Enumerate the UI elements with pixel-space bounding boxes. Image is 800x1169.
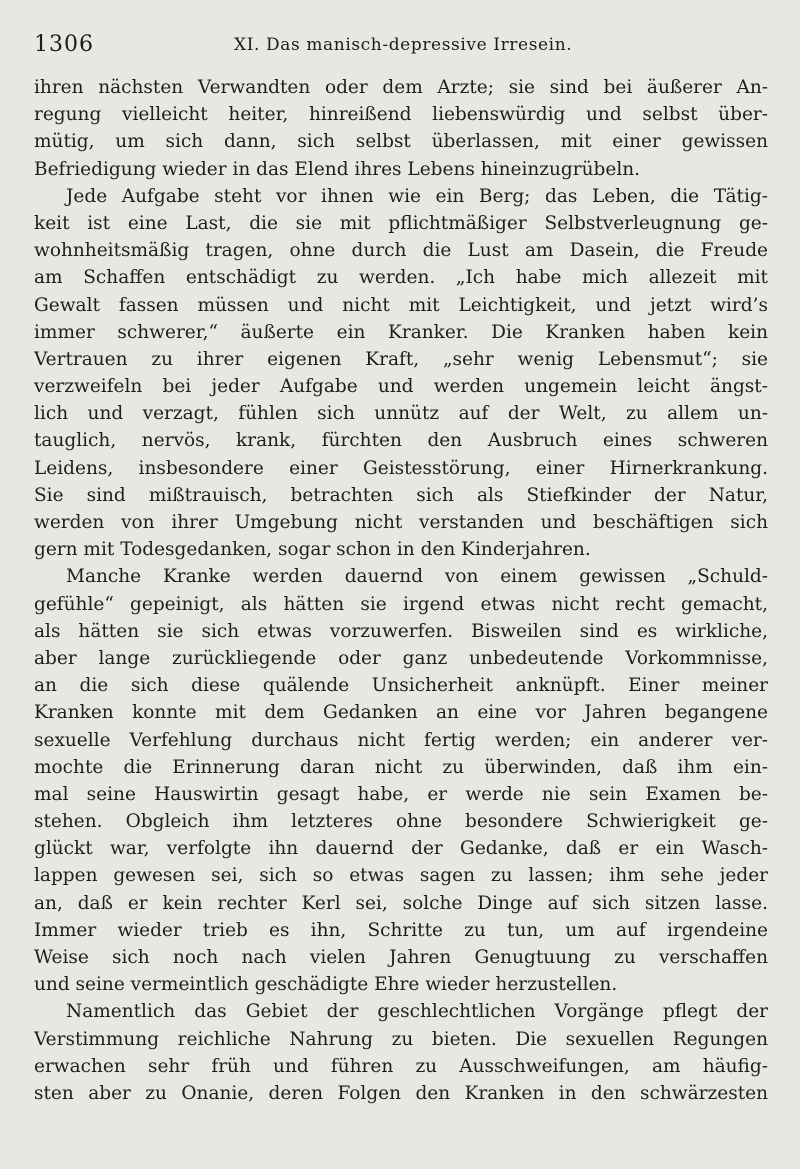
text-line: verzweifeln bei jeder Aufgabe und werden ungemein leicht ängst- [34,376,768,398]
text-line: an die sich diese quälende Unsicherheit anknüpft. Einer meiner [34,675,768,697]
text-line: tauglich, nervös, krank, fürchten den Ausbruch eines schweren [34,430,768,452]
text-line: keit ist eine Last, die sie mit pflichtmäßiger Selbstverleugnung ge- [34,212,768,234]
text-line: ihren nächsten Verwandten oder dem Arzte; sie sind bei äußerer An- [34,77,768,98]
text-line: mütig, um sich dann, sich selbst überlassen, mit einer gewissen [34,131,768,153]
text-line: erwachen sehr früh und führen zu Ausschweifungen, am häufig- [34,1055,768,1077]
text-line: Jede Aufgabe steht vor ihnen wie ein Berg; das Leben, die Tätig- [66,185,768,207]
text-line: gefühle“ gepeinigt, als hätten sie irgend etwas nicht recht gemacht, [34,593,768,615]
text-line: sexuelle Verfehlung durchaus nicht fertig werden; ein anderer ver- [34,729,768,751]
body-text [34,74,768,1107]
text-line: mochte die Erinnerung daran nicht zu überwinden, daß ihm ein- [34,756,768,778]
running-head: XI. Das manisch-depressive Irresein. [234,35,573,55]
text-line: regung vielleicht heiter, hinreißend liebenswürdig und selbst über- [34,104,768,126]
text-line: glückt war, verfolgte ihn dauernd der Gedanke, daß er ein Wasch- [34,838,768,860]
text-line: stehen. Obgleich ihm letzteres ohne besondere Schwierigkeit ge- [34,811,768,833]
text-line: Namentlich das Gebiet der geschlechtlichen Vorgänge pflegt der [66,1001,768,1023]
text-line: als hätten sie sich etwas vorzuwerfen. Bisweilen sind es wirkliche, [34,620,768,642]
text-line: Gewalt fassen müssen und nicht mit Leichtigkeit, und jetzt wird’s [34,294,768,316]
text-line: an, daß er kein rechter Kerl sei, solche Dinge auf sich sitzen lasse. [34,892,768,914]
text-line: am Schaffen entschädigt zu werden. „Ich habe mich allezeit mit [34,267,768,289]
page-header [34,32,769,62]
text-line: sten aber zu Onanie, deren Folgen den Kranken in den schwärzesten [34,1082,768,1104]
text-line: Weise sich noch nach vielen Jahren Genugtuung zu verschaffen [34,947,768,968]
text-line: Verstimmung reichliche Nahrung zu bieten. Die sexuellen Regungen [34,1028,768,1050]
text-line: und seine vermeintlich geschädigte Ehre wieder herzustellen. [34,974,618,996]
text-line: lappen gewesen sei, sich so etwas sagen zu lassen; ihm sehe jeder [34,865,768,887]
text-line: Vertrauen zu ihrer eigenen Kraft, „sehr wenig Lebensmut“; sie [34,348,768,370]
text-line: Sie sind mißtrauisch, betrachten sich als Stiefkinder der Natur, [34,484,768,506]
text-line: aber lange zurückliegende oder ganz unbedeutende Vorkommnisse, [34,647,768,669]
text-line: Befriedigung wieder in das Elend ihres Lebens hineinzugrübeln. [34,158,641,180]
text-line: wohnheitsmäßig tragen, ohne durch die Lust am Dasein, die Freude [34,240,768,262]
text-line: Kranken konnte mit dem Gedanken an eine vor Jahren begangene [34,702,768,724]
text-line: gern mit Todesgedanken, sogar schon in den Kinderjahren. [34,539,591,561]
text-line: Leidens, insbesondere einer Geistesstörung, einer Hirnerkrankung. [34,457,768,479]
text-line: mal seine Hauswirtin gesagt habe, er werde nie sein Examen be- [34,783,768,805]
text-line: Immer wieder trieb es ihn, Schritte zu tun, um auf irgendeine [34,919,768,941]
text-line: immer schwerer,“ äußerte ein Kranker. Die Kranken haben kein [34,321,768,343]
text-line: lich und verzagt, fühlen sich unnütz auf der Welt, zu allem un- [34,403,768,425]
text-line: Manche Kranke werden dauernd von einem gewissen „Schuld- [66,566,768,588]
text-line: werden von ihrer Umgebung nicht verstanden und beschäftigen sich [34,512,768,533]
page-number: 1306 [34,32,94,57]
